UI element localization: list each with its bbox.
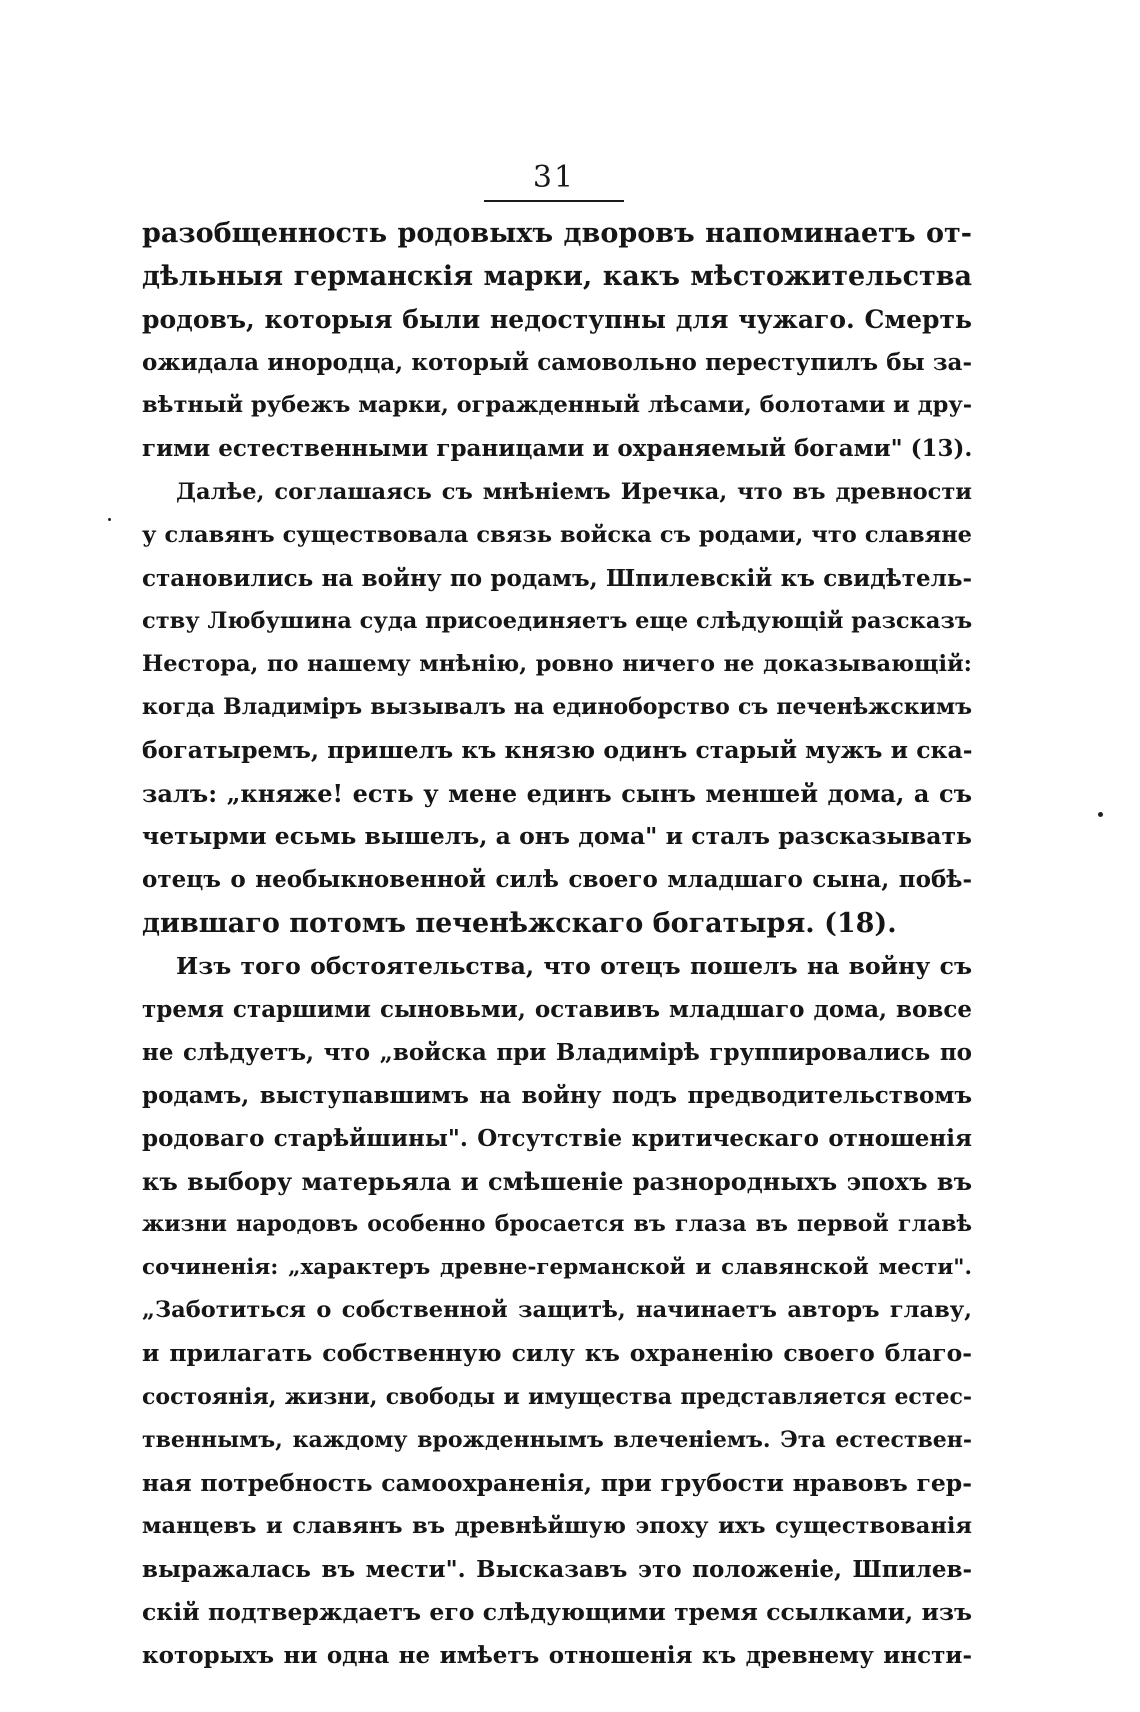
text-body bbox=[142, 212, 972, 1677]
text-line: „Заботиться о собственной защитѣ, начинаетъ авторъ главу, bbox=[142, 1297, 972, 1324]
text-line: вѣтный рубежъ марки, огражденный лѣсами, болотами и дру- bbox=[142, 392, 972, 419]
text-line: къ выбору матерьяла и смѣшеніе разнородныхъ эпохъ въ bbox=[142, 1167, 972, 1197]
text-line: которыхъ ни одна не имѣетъ отношенія къ древнему инсти- bbox=[142, 1642, 972, 1670]
text-line: родамъ, выступавшимъ на войну подъ предводительствомъ bbox=[142, 1081, 972, 1109]
text-line: дившаго потомъ печенѣжскаго богатыря. (18). bbox=[142, 907, 897, 939]
text-line: ожидала инородца, который самовольно переступилъ бы за- bbox=[142, 349, 972, 377]
text-line: у славянъ существовала связь войска съ родами, что славяне bbox=[142, 521, 972, 548]
paragraph bbox=[142, 471, 972, 945]
text-line: выражалась въ мести". Высказавъ это положеніе, Шпилев- bbox=[142, 1555, 972, 1583]
text-line: и прилагать собственную силу къ охраненію своего благо- bbox=[142, 1339, 972, 1368]
text-line: состоянія, жизни, свободы и имущества представляется естес- bbox=[142, 1383, 972, 1410]
page-number: 31 bbox=[532, 160, 576, 195]
text-line: родоваго старѣйшины". Отсутствіе критическаго отношенія bbox=[142, 1124, 972, 1152]
text-line: богатыремъ, пришелъ къ князю одинъ старый мужъ и ска- bbox=[142, 736, 972, 765]
text-line: отецъ о необыкновенной силѣ своего младшаго сына, побѣ- bbox=[142, 866, 972, 894]
text-line: дѣльныя германскія марки, какъ мѣстожительства bbox=[142, 261, 972, 293]
paragraph bbox=[142, 212, 972, 471]
text-line: когда Владиміръ вызывалъ на единоборство съ печенѣжскимъ bbox=[142, 694, 972, 721]
text-line: твеннымъ, каждому врожденнымъ влеченіемъ. Эта естествен- bbox=[142, 1426, 972, 1453]
text-line: гими естественными границами и охраняемый богами" (13). bbox=[142, 435, 972, 463]
text-line: разобщенность родовыхъ дворовъ напоминаетъ от- bbox=[142, 218, 972, 249]
text-line: не слѣдуетъ, что „войска при Владимірѣ группировались по bbox=[142, 1038, 972, 1066]
text-line: ству Любушина суда присоединяетъ еще слѣдующій разсказъ bbox=[142, 607, 972, 634]
text-line: ная потребность самоохраненія, при грубости нравовъ гер- bbox=[142, 1468, 972, 1497]
text-line: сочиненія: „характеръ древне-германской и славянской мести". bbox=[142, 1255, 972, 1281]
page-header bbox=[484, 160, 624, 202]
text-line: четырми есьмь вышелъ, а онъ дома" и сталъ разсказывать bbox=[142, 822, 972, 851]
text-line: Далѣе, соглашаясь съ мнѣніемъ Иречка, что въ древности bbox=[176, 478, 972, 505]
paragraph bbox=[142, 945, 972, 1678]
header-rule bbox=[484, 200, 624, 202]
text-line: родовъ, которыя были недоступны для чужаго. Смерть bbox=[142, 305, 972, 335]
text-line: Изъ того обстоятельства, что отецъ пошелъ на войну съ bbox=[176, 951, 972, 980]
text-line: скій подтверждаетъ его слѣдующими тремя ссылками, изъ bbox=[142, 1598, 972, 1626]
text-line: Нестора, по нашему мнѣнію, ровно ничего не доказывающій: bbox=[142, 650, 972, 677]
text-line: залъ: „княже! есть у мене единъ сынъ меншей дома, а съ bbox=[142, 779, 972, 809]
text-line: жизни народовъ особенно бросается въ глаза въ первой главѣ bbox=[142, 1211, 972, 1238]
text-line: манцевъ и славянъ въ древнѣйшую эпоху ихъ существованія bbox=[142, 1512, 972, 1539]
text-line: становились на войну по родамъ, Шпилевскій къ свидѣтель- bbox=[142, 564, 972, 592]
text-line: тремя старшими сыновьми, оставивъ младшаго дома, вовсе bbox=[142, 995, 972, 1023]
ink-speck bbox=[108, 518, 111, 521]
ink-speck bbox=[1098, 812, 1103, 817]
